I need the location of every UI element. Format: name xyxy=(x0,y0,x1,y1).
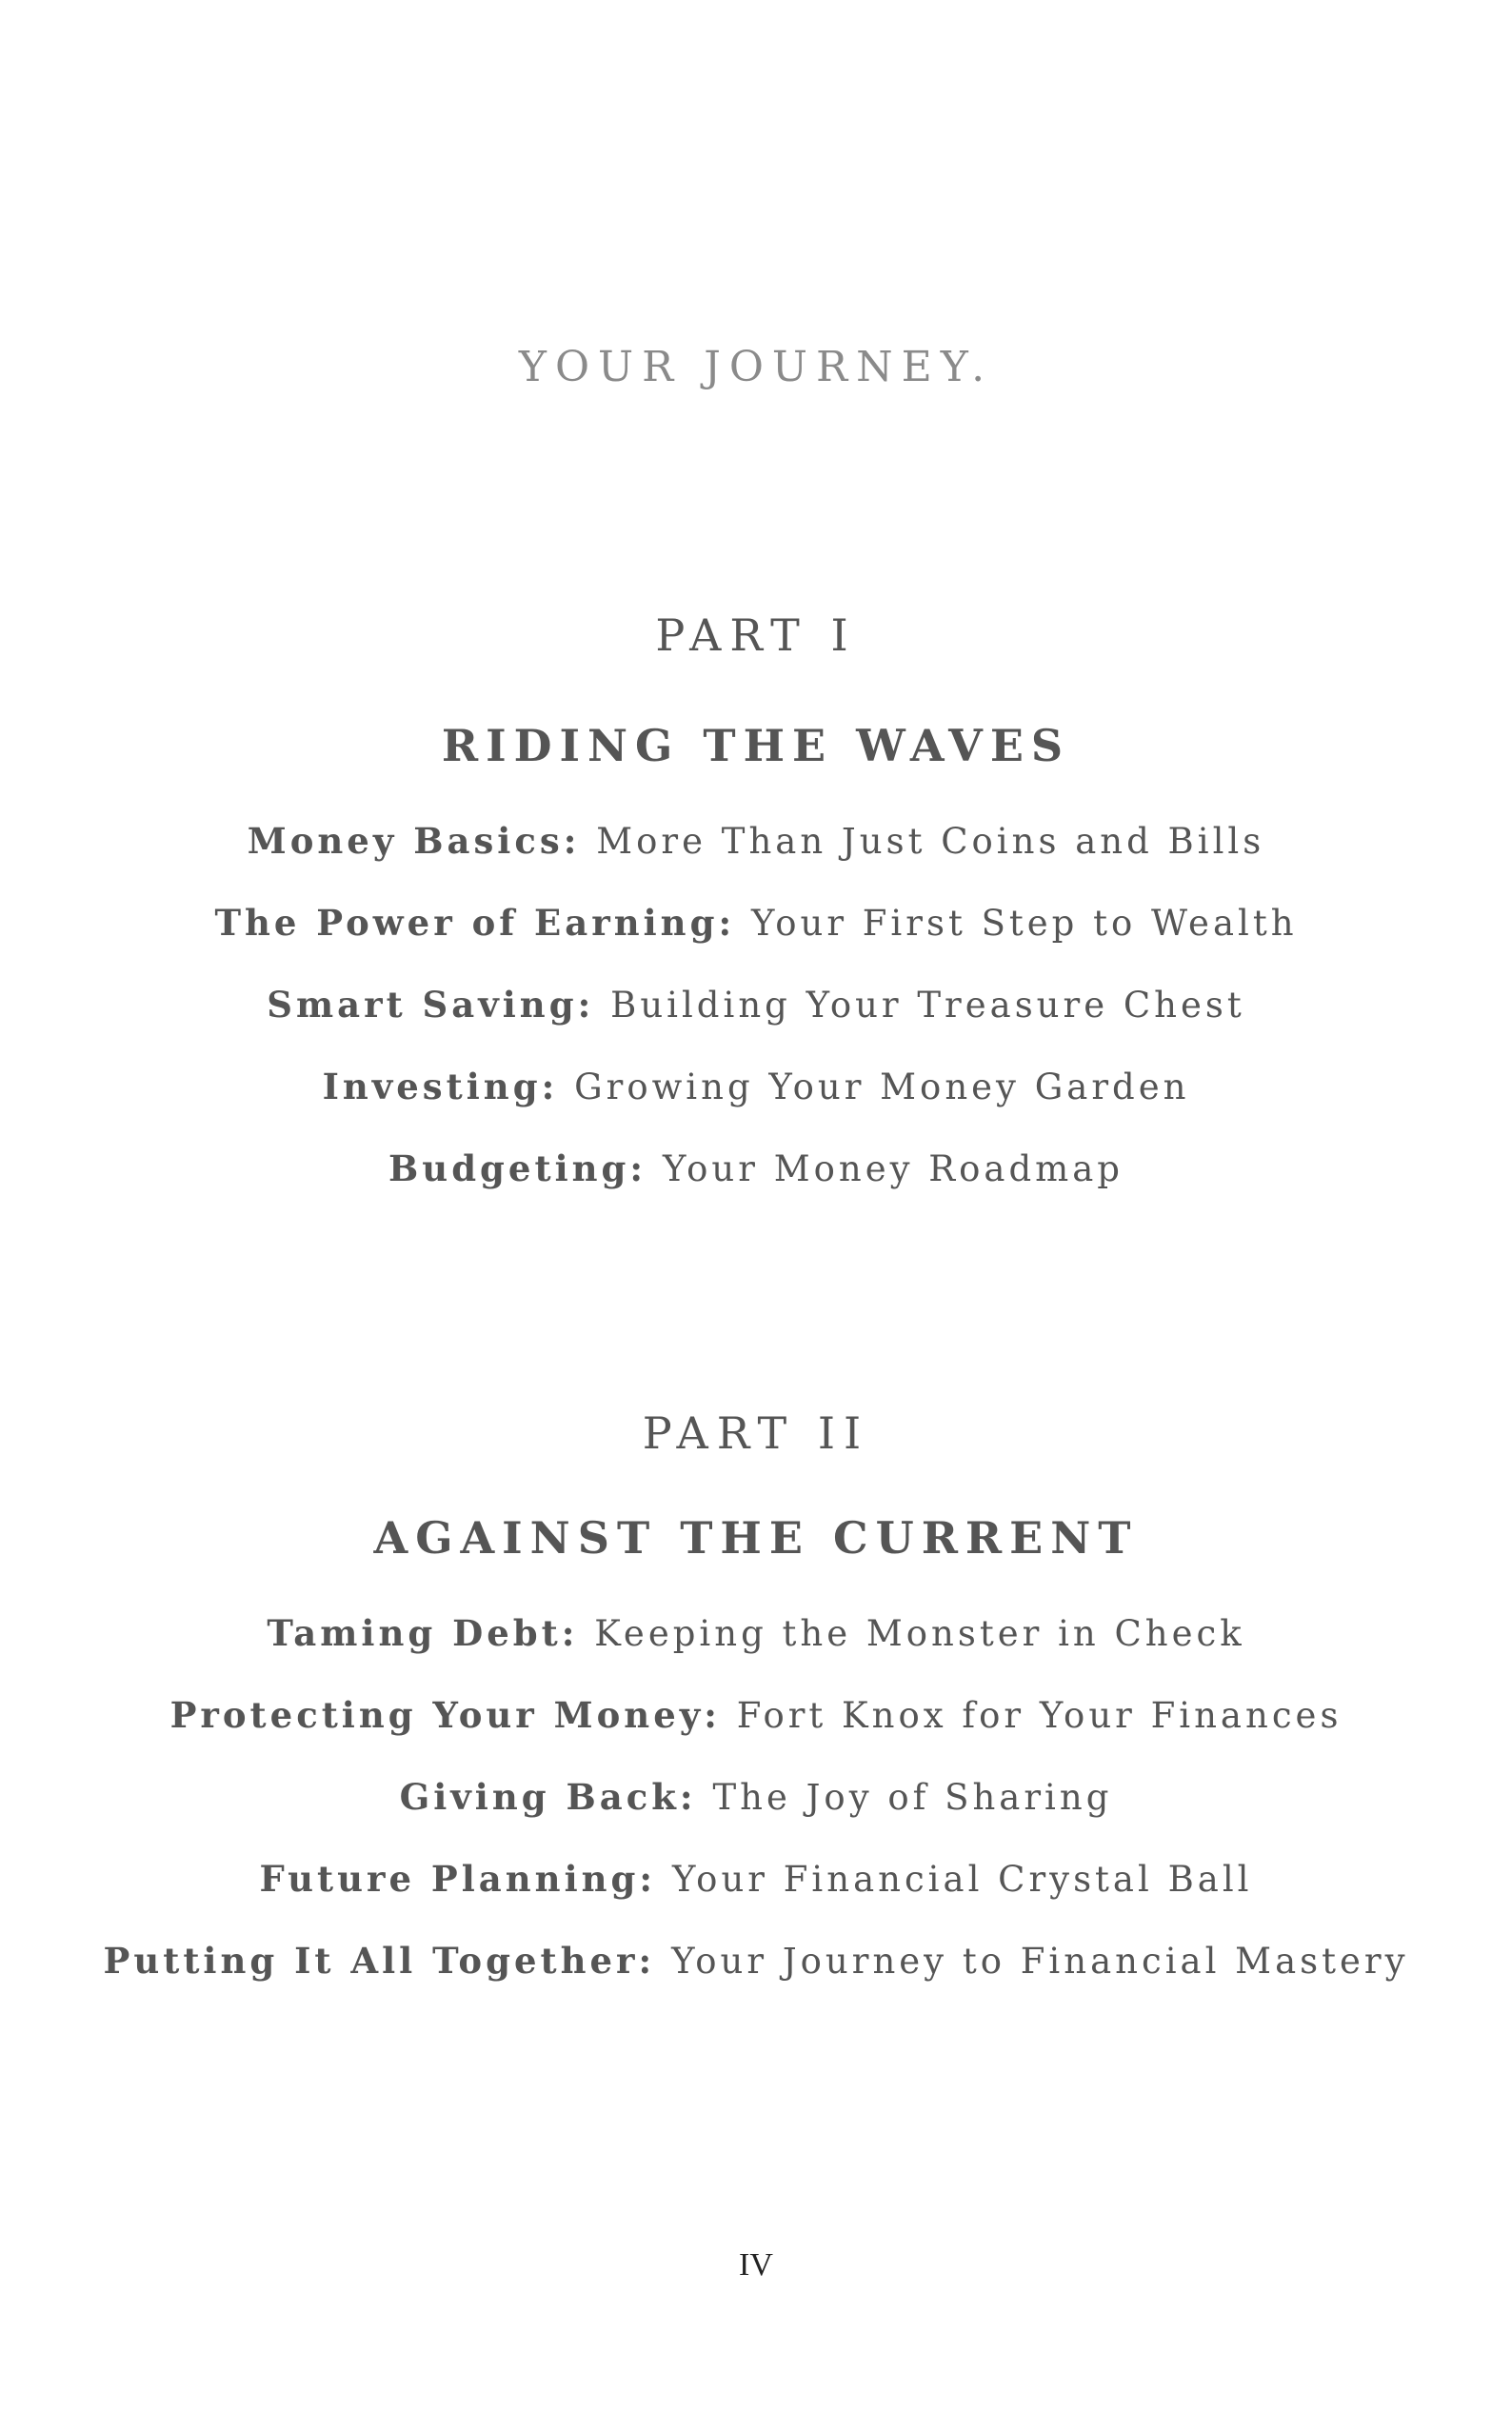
chapter-subtitle: Fort Knox for Your Finances xyxy=(736,1695,1343,1736)
chapter-item: Budgeting: Your Money Roadmap xyxy=(388,1147,1124,1189)
chapter-subtitle: Growing Your Money Garden xyxy=(574,1067,1190,1107)
chapter-title: Smart Saving xyxy=(267,984,578,1026)
chapter-item: Taming Debt: Keeping the Monster in Check xyxy=(267,1612,1245,1654)
chapter-subtitle: More Than Just Coins and Bills xyxy=(596,821,1265,862)
chapter-subtitle: Your Money Roadmap xyxy=(662,1148,1124,1189)
chapter-title: Putting It All Together xyxy=(103,1940,639,1982)
chapter-title: Giving Back xyxy=(399,1776,680,1818)
chapter-subtitle: Your Journey to Financial Mastery xyxy=(671,1941,1409,1982)
part-1-heading: RIDING THE WAVES xyxy=(441,720,1071,771)
chapter-title: The Power of Earning xyxy=(214,902,719,944)
part-2-label: PART II xyxy=(642,1407,870,1459)
part-1-label: PART I xyxy=(655,609,857,661)
chapter-item: The Power of Earning: Your First Step to Wealth xyxy=(214,902,1298,944)
chapter-item: Money Basics: More Than Just Coins and Bills xyxy=(247,820,1265,862)
chapter-title: Protecting Your Money xyxy=(169,1694,705,1736)
chapter-subtitle: Building Your Treasure Chest xyxy=(610,985,1245,1026)
part-1-section xyxy=(0,600,1512,1209)
chapter-item: Putting It All Together: Your Journey to Financial Mastery xyxy=(103,1940,1409,1982)
chapter-title: Money Basics xyxy=(247,820,564,862)
page-number: IV xyxy=(739,2247,773,2283)
chapter-subtitle: Your First Step to Wealth xyxy=(751,903,1298,944)
part-2-heading: AGAINST THE CURRENT xyxy=(373,1512,1139,1564)
chapter-item: Giving Back: The Joy of Sharing xyxy=(399,1776,1113,1818)
chapter-title: Taming Debt xyxy=(267,1612,562,1654)
chapter-item: Investing: Growing Your Money Garden xyxy=(322,1066,1190,1107)
part-2-section xyxy=(0,1398,1512,2002)
chapter-title: Investing xyxy=(322,1066,542,1107)
chapter-item: Protecting Your Money: Fort Knox for Your Finances xyxy=(169,1694,1343,1736)
chapter-item: Future Planning: Your Financial Crystal Ball xyxy=(259,1858,1253,1900)
chapter-item: Smart Saving: Building Your Treasure Chest xyxy=(267,984,1245,1026)
part-1-chapter-list xyxy=(0,800,1512,1209)
chapter-subtitle: Keeping the Monster in Check xyxy=(594,1613,1245,1654)
chapter-title: Budgeting xyxy=(388,1147,630,1189)
page-title: YOUR JOURNEY. xyxy=(518,343,994,391)
part-2-chapter-list xyxy=(0,1592,1512,2002)
chapter-subtitle: Your Financial Crystal Ball xyxy=(671,1859,1253,1900)
chapter-subtitle: The Joy of Sharing xyxy=(712,1777,1113,1818)
chapter-title: Future Planning xyxy=(259,1858,640,1900)
